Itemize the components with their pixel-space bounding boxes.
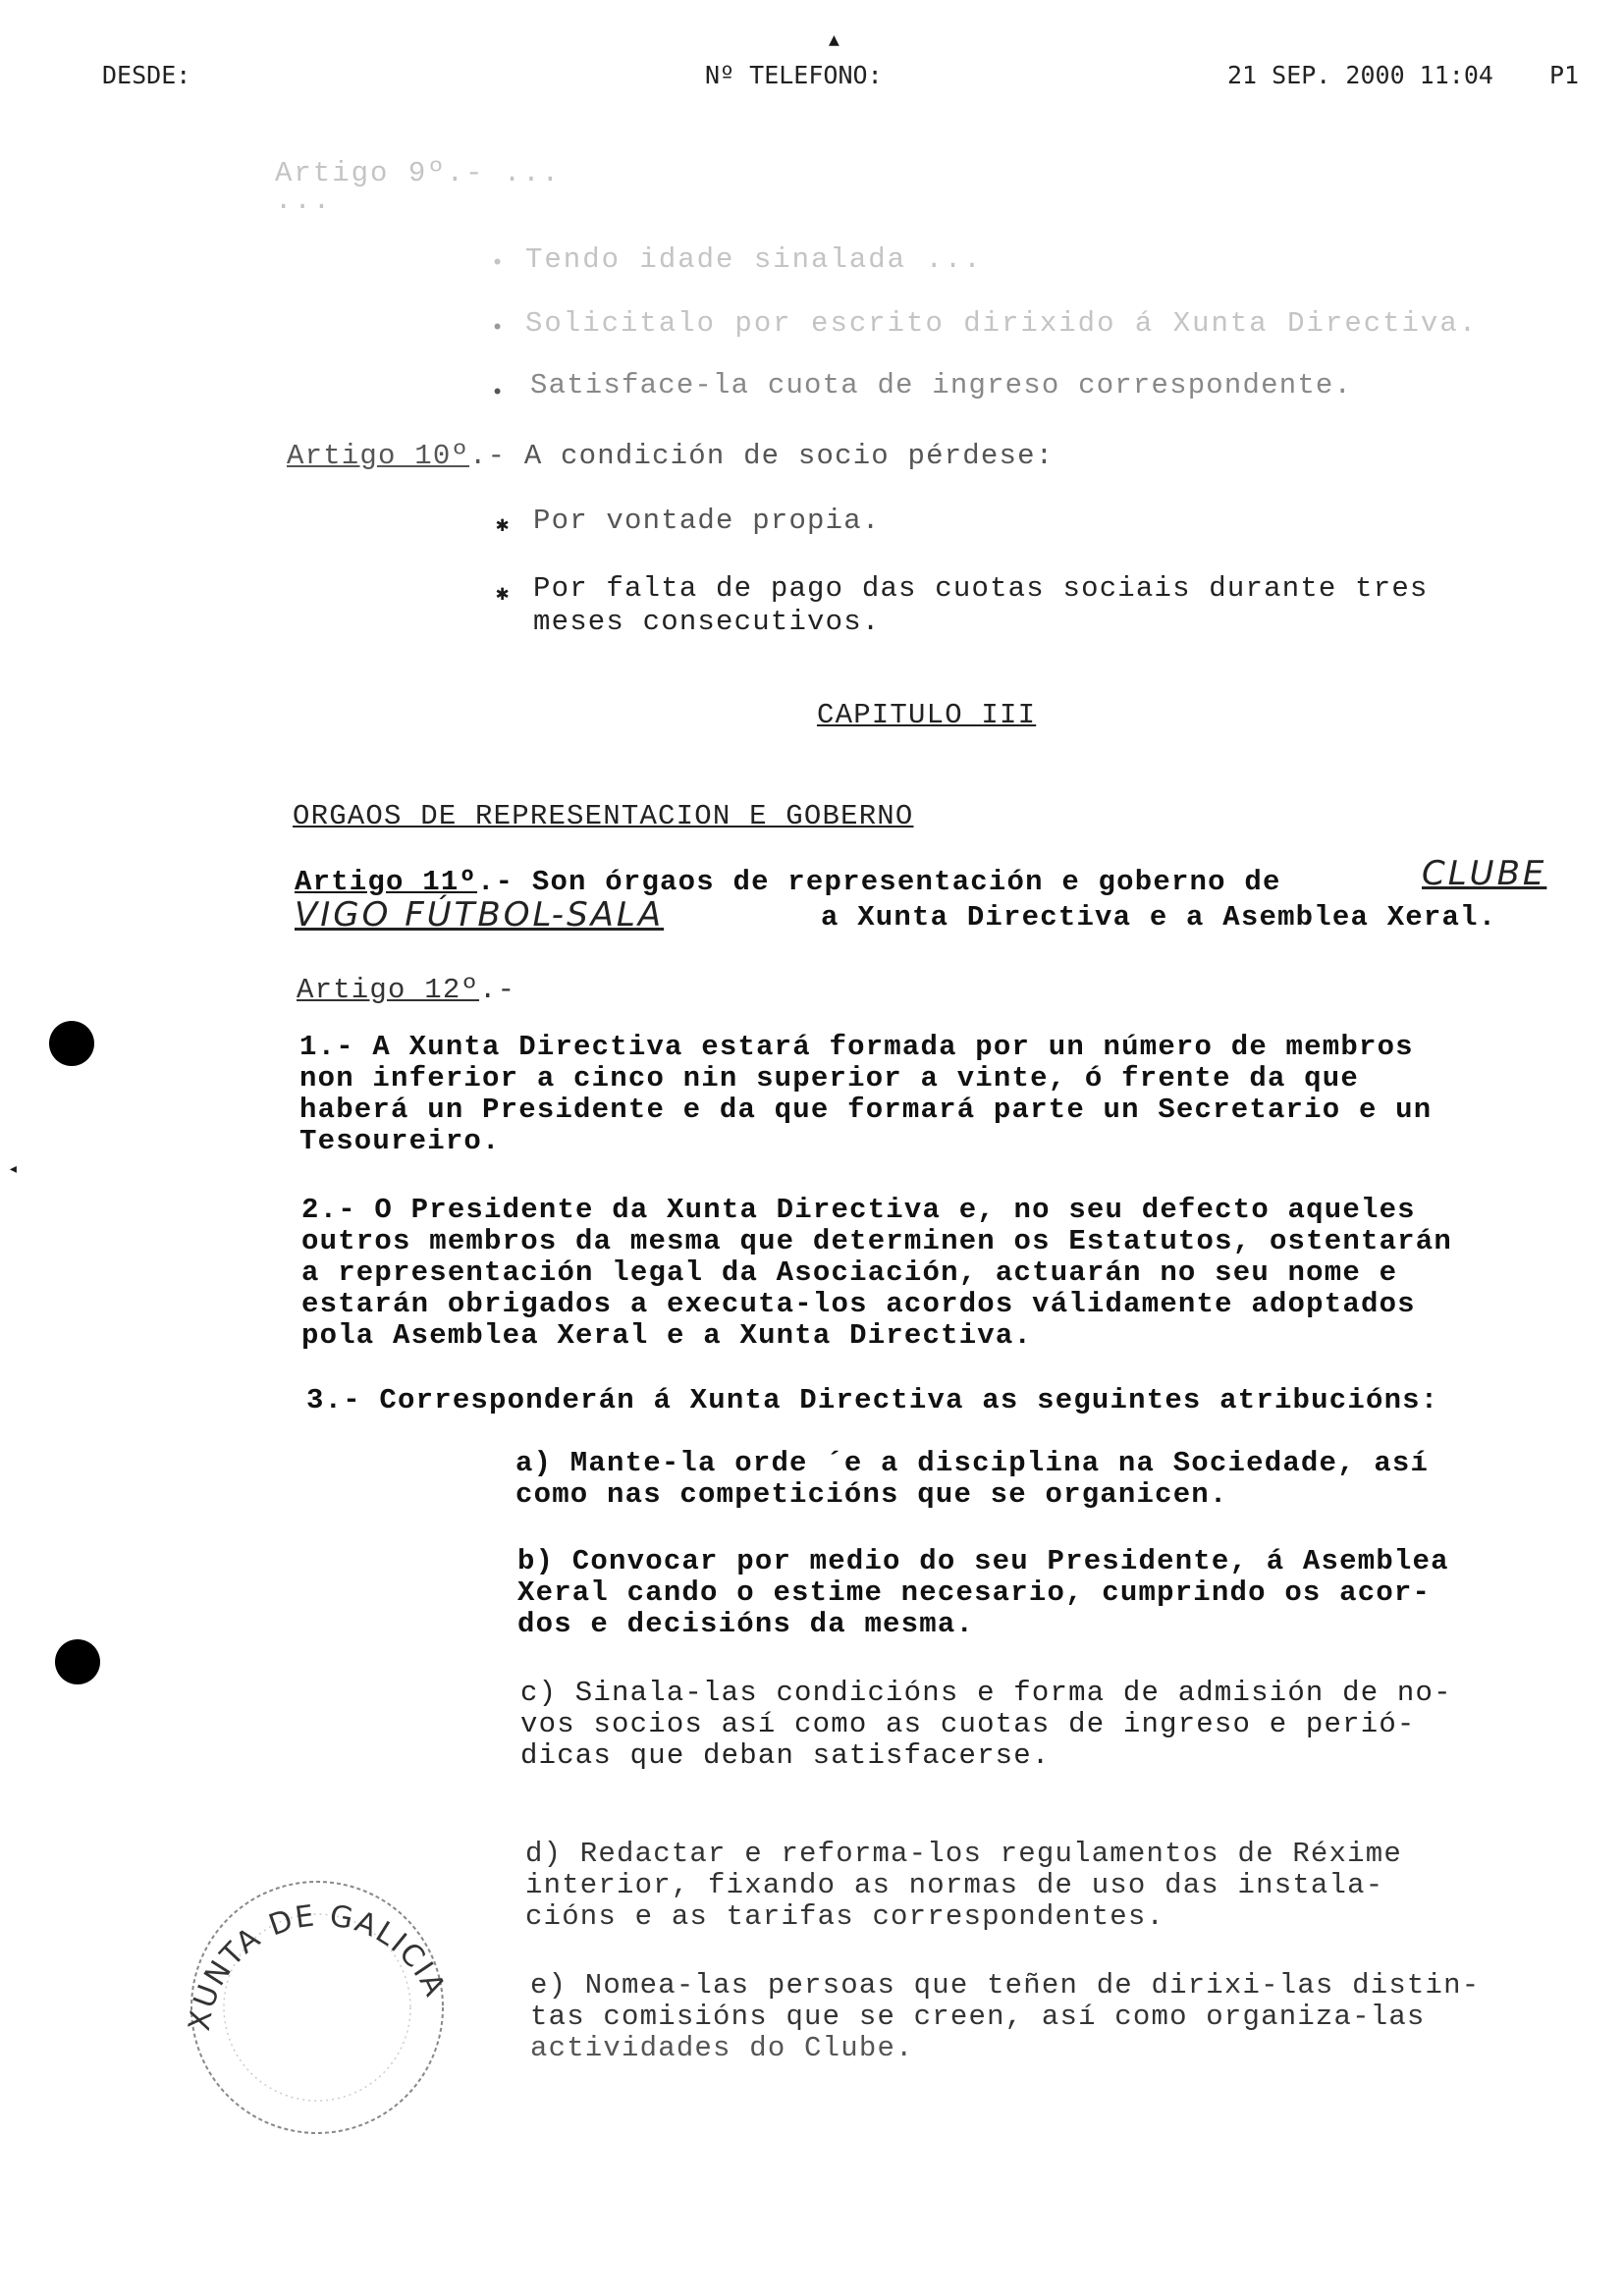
article-10-heading [287, 440, 1054, 473]
faint-line: ... [275, 185, 333, 217]
article-12-suffix: .- [479, 974, 516, 1006]
attribution-item-a: como nas competicións que se organicen. [515, 1478, 1228, 1511]
faint-line: Solicitalo por escrito dirixido á Xunta Directiva. [525, 307, 1479, 340]
article-12-paragraph-2: pola Asemblea Xeral e a Xunta Directiva. [301, 1319, 1033, 1352]
attribution-item-c: vos socios así como as cuotas de ingreso e perió- [520, 1708, 1416, 1740]
article-11-line-2: a Xunta Directiva e a Asemblea Xeral. [821, 901, 1497, 934]
margin-arrow-mark: ◂ [8, 1160, 19, 1180]
stamp-text: XUNTA DE GALICIA [182, 1898, 453, 2034]
chapter-heading: CAPITULO III [817, 699, 1037, 731]
article-12-paragraph-1: non inferior a cinco nin superior a vinte, ó frente da que [299, 1062, 1359, 1095]
bullet: ✱ [496, 513, 510, 538]
attribution-item-c: c) Sinala-las condicións e forma de admisión de no- [520, 1677, 1452, 1709]
article-10-item: Por falta de pago das cuotas sociais durante tres [533, 572, 1429, 605]
attribution-item-e: tas comisións que se creen, así como organiza-las [530, 2001, 1426, 2033]
article-10-label: Artigo 10º [287, 440, 470, 472]
article-12-paragraph-1: haberá un Presidente e da que formará parte un Secretario e un [299, 1094, 1433, 1126]
article-12-label: Artigo 12º [297, 974, 480, 1006]
bullet: • [491, 381, 505, 405]
bullet: • [491, 316, 505, 341]
fax-phone-label: Nº TELEFONO: [705, 61, 883, 89]
top-marker: ▲ [829, 29, 839, 50]
svg-text:XUNTA DE GALICIA [183, 1898, 453, 2033]
attribution-item-b: dos e decisións da mesma. [517, 1608, 975, 1640]
article-11-text: .- Son órgaos de representación e goberno de [477, 866, 1281, 898]
attribution-item-a: a) Mante-la orde ´e a disciplina na Sociedade, así [515, 1447, 1430, 1479]
punch-hole [49, 1021, 94, 1066]
article-12-paragraph-2: a representación legal da Asociación, actuarán no seu nome e [301, 1256, 1398, 1289]
attribution-item-e: actividades do Clube. [530, 2032, 914, 2064]
faint-line: Artigo 9º.- ... [275, 157, 562, 189]
faint-line: Satisface-la cuota de ingreso correspondente. [530, 369, 1353, 401]
article-10-item: Por vontade propia. [533, 505, 881, 537]
attribution-item-e: e) Nomea-las persoas que teñen de dirixi-las distin- [530, 1969, 1481, 2002]
article-11-label: Artigo 11º [295, 866, 478, 898]
article-12-paragraph-1: 1.- A Xunta Directiva estará formada por un número de membros [299, 1031, 1414, 1063]
punch-hole [55, 1639, 100, 1684]
official-stamp [165, 1845, 469, 2150]
fax-page-number: P1 [1549, 61, 1580, 89]
attribution-item-b: Xeral cando o estime necesario, cumprindo os acor- [517, 1576, 1432, 1609]
article-11-line-1 [295, 866, 1281, 899]
section-heading: ORGAOS DE REPRESENTACION E GOBERNO [293, 800, 914, 832]
article-12-heading [297, 974, 515, 1007]
bullet: • [491, 251, 507, 276]
faint-line: Tendo idade sinalada ... [525, 243, 983, 276]
attribution-item-c: dicas que deban satisfacerse. [520, 1739, 1051, 1772]
attribution-item-b: b) Convocar por medio do seu Presidente, á Asemblea [517, 1545, 1449, 1577]
handwritten-club-name-2: VIGO FÚTBOL-SALA [295, 895, 665, 934]
article-12-paragraph-3: 3.- Corresponderán á Xunta Directiva as seguintes atribucións: [306, 1384, 1439, 1416]
attribution-item-d: d) Redactar e reforma-los regulamentos de Réxime [525, 1838, 1402, 1870]
fax-from-label: DESDE: [102, 61, 191, 89]
article-12-paragraph-1: Tesoureiro. [299, 1125, 501, 1157]
article-12-paragraph-2: outros membros da mesma que determinen os Estatutos, ostentarán [301, 1225, 1452, 1257]
attribution-item-d: interior, fixando as normas de uso das instala- [525, 1869, 1384, 1901]
fax-datetime: 21 SEP. 2000 11:04 [1227, 61, 1493, 89]
article-10-text: .- A condición de socio pérdese: [469, 440, 1055, 472]
article-12-paragraph-2: estarán obrigados a executa-los acordos válidamente adoptados [301, 1288, 1416, 1320]
bullet: ✱ [496, 582, 510, 607]
article-12-paragraph-2: 2.- O Presidente da Xunta Directiva e, no seu defecto aqueles [301, 1194, 1416, 1226]
handwritten-club-name-1: CLUBE [1422, 854, 1547, 893]
attribution-item-d: cións e as tarifas correspondentes. [525, 1900, 1165, 1933]
article-10-item: meses consecutivos. [533, 606, 881, 638]
